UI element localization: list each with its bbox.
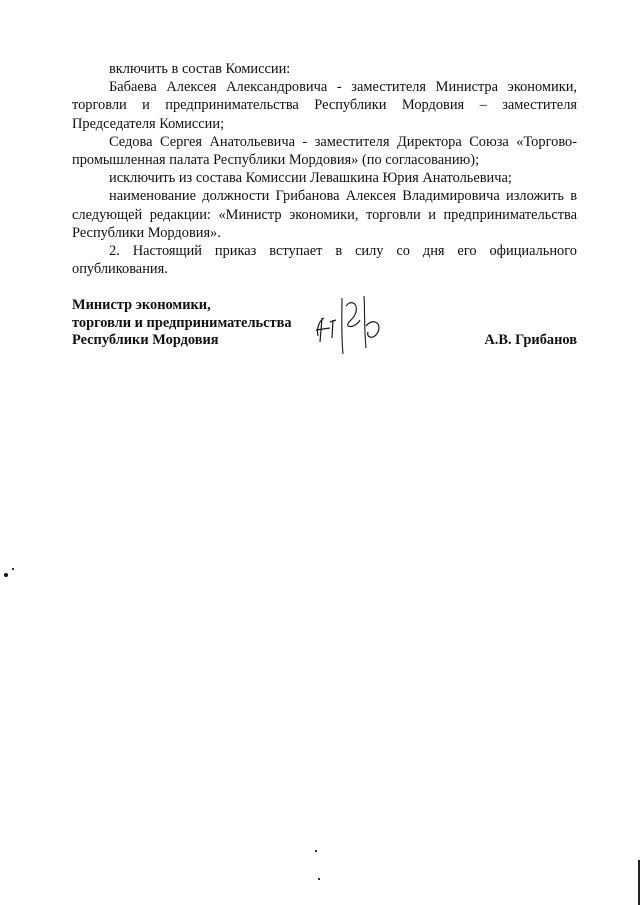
document-body	[72, 60, 577, 278]
scan-speck	[315, 850, 317, 852]
handwritten-signature	[312, 292, 392, 358]
paragraph-babaev: Бабаева Алексея Александровича - заместителя Министра экономики, торговли и предпринимательства Республики Мордовия – заместителя Председателя Комиссии;	[72, 79, 577, 132]
signatory-title-line: торговли и предпринимательства	[72, 314, 292, 331]
paragraph-effective-date: 2. Настоящий приказ вступает в силу со дня его официального опубликования.	[72, 243, 577, 278]
paragraph-gribanov-title: наименование должности Грибанова Алексея Владимировича изложить в следующей редакции: «Министр экономики, торговли и предпринимательства Республики Мордовия».	[72, 188, 577, 241]
scan-speck	[318, 878, 320, 880]
scan-speck	[4, 573, 8, 577]
signatory-title-line: Министр экономики,	[72, 297, 211, 313]
paragraph-include-in-commission: включить в состав Комиссии:	[109, 61, 291, 77]
signatory-name: А.В. Грибанов	[484, 332, 577, 348]
scan-speck	[12, 568, 14, 570]
signatory-title-line: Республики Мордовия	[72, 332, 219, 349]
paragraph-sedov: Седова Сергея Анатольевича - заместителя Директора Союза «Торгово-промышленная палата Республики Мордовия» (по согласованию);	[72, 133, 577, 169]
paragraph-exclude-levashkin: исключить из состава Комиссии Левашкина Юрия Анатольевича;	[109, 170, 512, 187]
